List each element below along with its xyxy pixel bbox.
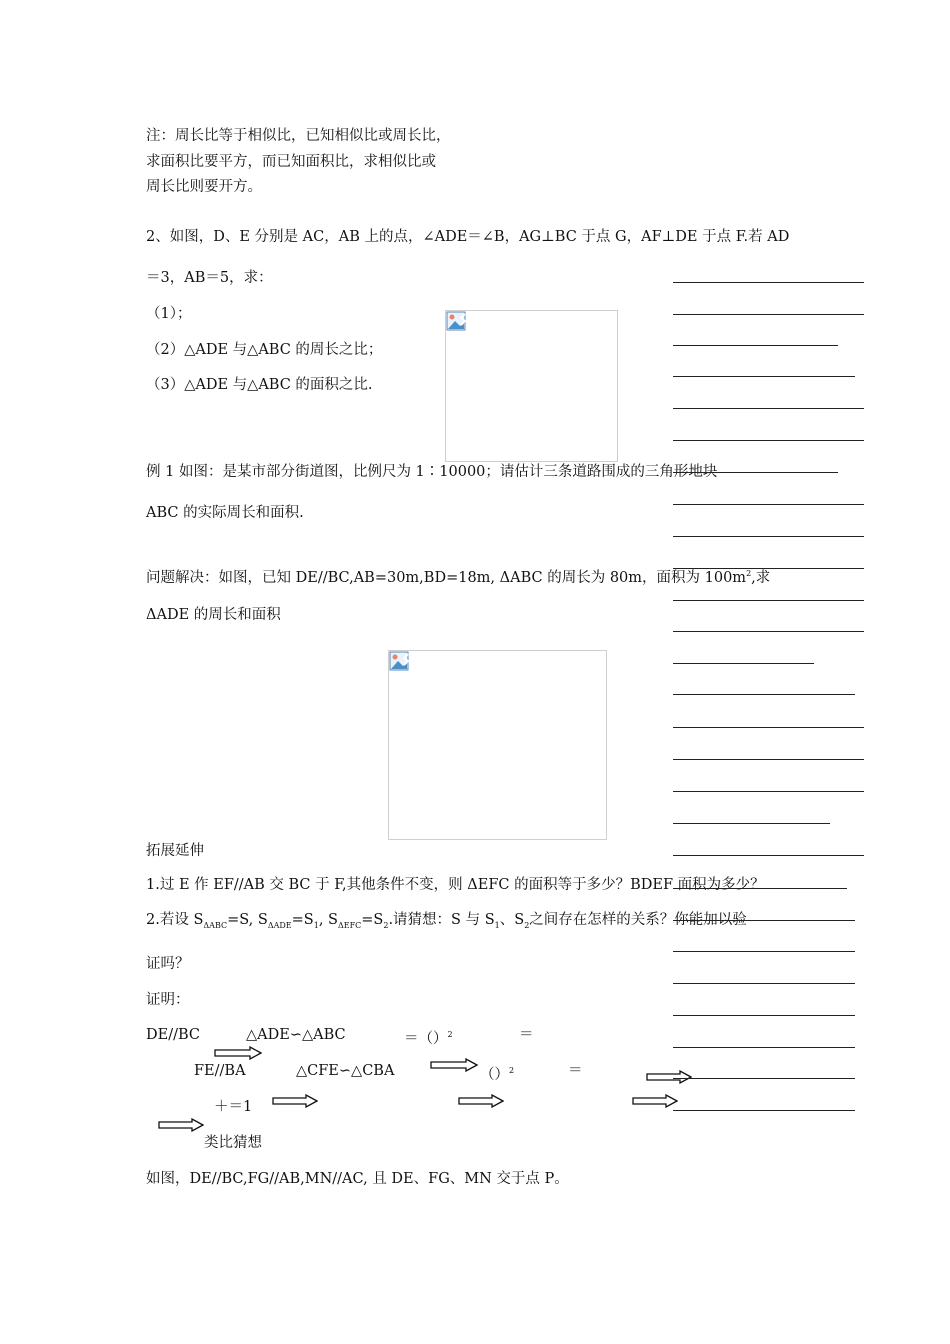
proof-r2-mid: △CFE∽△CBA xyxy=(296,1063,395,1079)
right-arrow-icon xyxy=(158,1118,204,1132)
example1-line-2: ABC 的实际周长和面积. xyxy=(146,505,304,521)
proof-r3-sum: ＋＝1 xyxy=(214,1099,253,1115)
writing-line xyxy=(673,727,864,728)
right-arrow-icon xyxy=(430,1058,478,1072)
extension-q1: 1.过 E 作 EF//AB 交 BC 于 F,其他条件不变，则 ΔEFC 的面积等于多少？BDEF 面积为多少？ xyxy=(146,877,765,893)
writing-line xyxy=(673,823,830,824)
q2-item-3: （3）△ADE 与△ABC 的面积之比. xyxy=(146,377,373,393)
right-arrow-icon xyxy=(632,1094,678,1108)
writing-line xyxy=(673,282,864,283)
broken-image-icon xyxy=(446,311,468,333)
proof-label: 证明： xyxy=(146,992,190,1008)
writing-line xyxy=(673,1078,855,1079)
q2-line-1: 2、如图，D、E 分别是 AC，AB 上的点，∠ADE＝∠B，AG⊥BC 于点 G，AF⊥DE 于点 F.若 AD xyxy=(146,229,790,245)
writing-line xyxy=(673,408,864,409)
writing-line xyxy=(673,1047,855,1048)
writing-line xyxy=(673,759,864,760)
writing-line xyxy=(673,855,864,856)
writing-line xyxy=(673,504,864,505)
problem-line-1: 问题解决：如图，已知 DE//BC,AB=30m,BD=18m, ΔABC 的周长为 80m，面积为 $100m^2$,求 xyxy=(146,569,771,586)
final-line: 如图，DE//BC,FG//AB,MN//AC, 且 DE、FG、MN 交于点 P。 xyxy=(146,1171,569,1187)
extension-q2-line-1: 2.若设 $S_{\Delta ABC}=S$, $S_{\Delta ADE}=S_1$, $S_{\Delta EFC}=S_2$.请猜想：S 与 $S_1$、$S_2$之间存在怎样的关系？你能加以验 xyxy=(146,912,747,930)
writing-line xyxy=(673,951,855,952)
writing-line xyxy=(673,694,855,695)
proof-r1-left: DE//BC xyxy=(146,1027,200,1043)
writing-line xyxy=(673,1110,855,1111)
proof-analogy: 类比猜想 xyxy=(204,1135,262,1151)
note-line-3: 周长比则要开方。 xyxy=(146,179,262,195)
proof-r1-eq: ＝ xyxy=(519,1027,534,1043)
writing-line xyxy=(673,1015,855,1016)
problem-line-2: ΔADE 的周长和面积 xyxy=(146,607,281,623)
writing-line xyxy=(673,983,855,984)
writing-line xyxy=(673,600,864,601)
right-arrow-icon xyxy=(458,1094,504,1108)
writing-line xyxy=(673,472,838,473)
writing-line xyxy=(673,631,864,632)
proof-r2-eq: ＝ xyxy=(568,1063,583,1079)
writing-line xyxy=(673,791,864,792)
right-arrow-icon xyxy=(272,1094,318,1108)
example1-line-1: 例 1 如图：是某市部分街道图，比例尺为 1∶10000；请估计三条道路围成的三角形地块 xyxy=(146,464,718,480)
writing-line xyxy=(673,376,855,377)
note-line-1: 注：周长比等于相似比，已知相似比或周长比， xyxy=(146,128,451,144)
writing-line xyxy=(673,920,855,921)
writing-line xyxy=(673,568,864,569)
right-arrow-icon xyxy=(646,1070,692,1084)
proof-r2-left: FE//BA xyxy=(194,1063,246,1079)
proof-r1-mid: △ADE∽△ABC xyxy=(246,1027,346,1043)
writing-line xyxy=(673,888,847,889)
q2-line-2: ＝3，AB＝5，求： xyxy=(146,270,273,286)
writing-line xyxy=(673,663,814,664)
writing-line xyxy=(673,345,838,346)
broken-image-icon xyxy=(389,651,411,673)
writing-line xyxy=(673,440,864,441)
figure-placeholder-2 xyxy=(388,650,607,840)
proof-r1-ratio: ＝（）$^2$ xyxy=(404,1030,453,1047)
q2-item-2: （2）△ADE 与△ABC 的周长之比； xyxy=(146,342,383,358)
extension-q2-line-2: 证吗？ xyxy=(146,956,190,972)
extension-heading: 拓展延伸 xyxy=(146,843,204,859)
right-arrow-icon xyxy=(214,1046,262,1060)
q2-item-1: （1）； xyxy=(146,306,192,322)
writing-line xyxy=(673,314,864,315)
writing-line xyxy=(673,536,864,537)
figure-placeholder-1 xyxy=(445,310,618,462)
note-line-2: 求面积比要平方，而已知面积比，求相似比或 xyxy=(146,154,436,170)
proof-r2-ratio: （）$^2$ xyxy=(480,1066,515,1083)
